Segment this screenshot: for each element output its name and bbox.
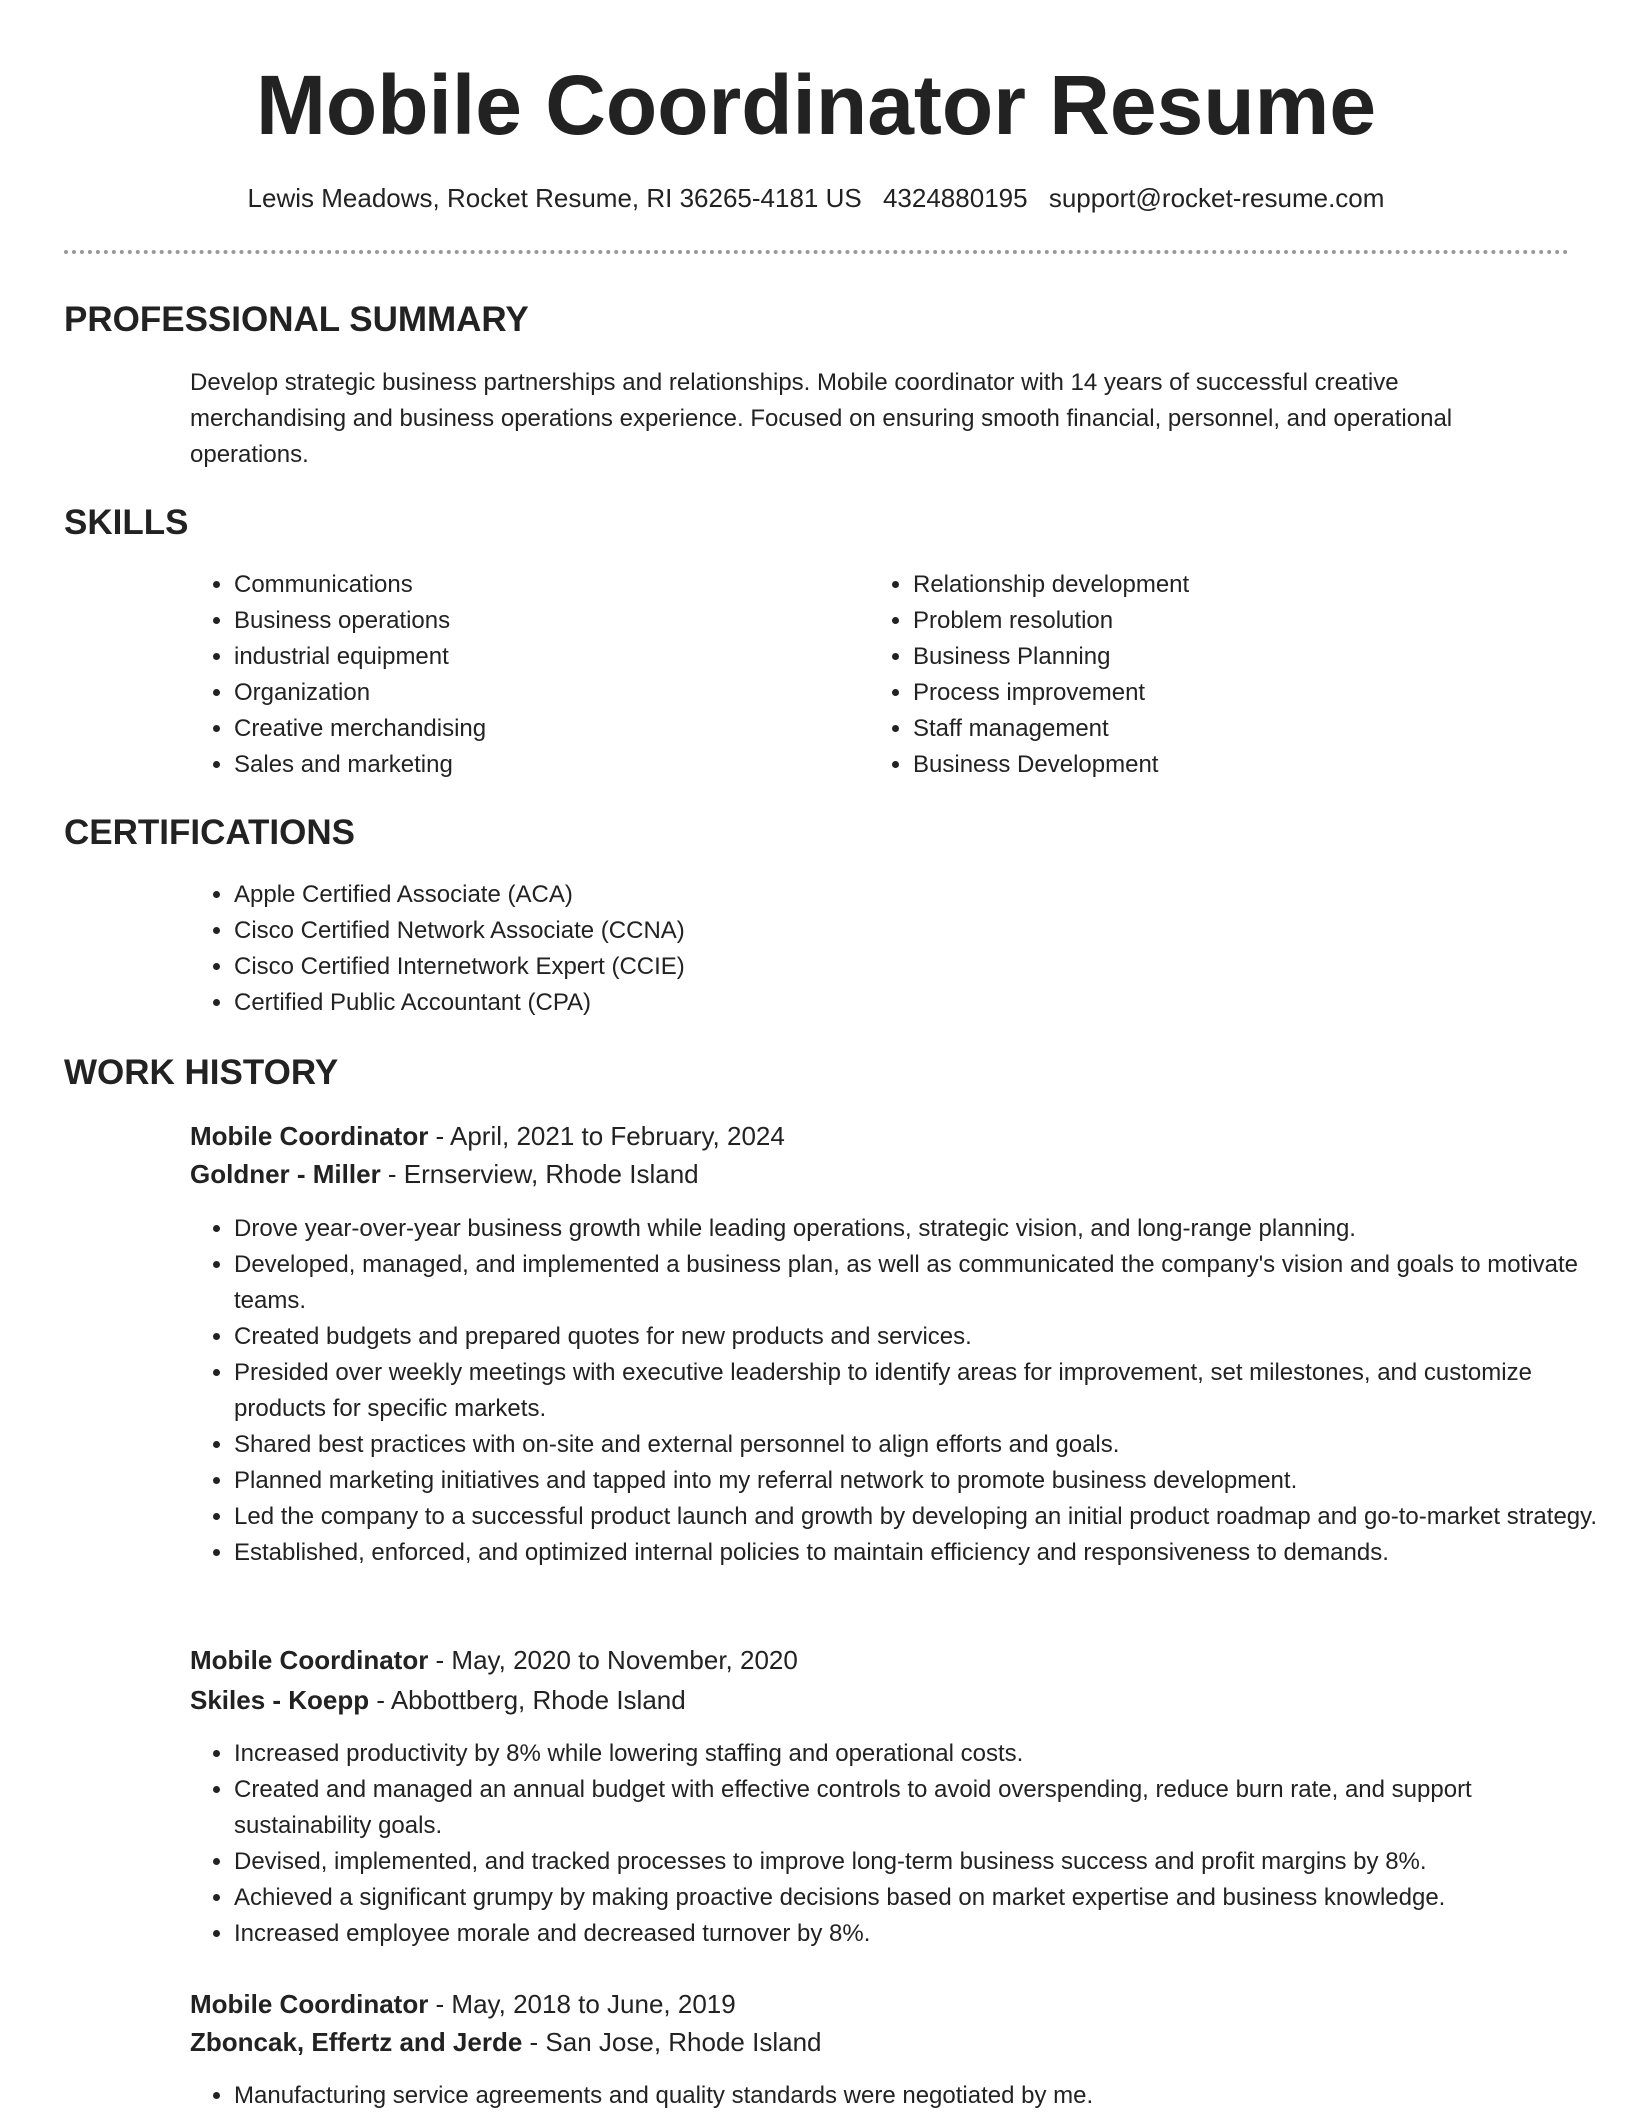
job-bullets (190, 1211, 1599, 1571)
certification-item: • Certified Public Accountant (CPA) (234, 985, 1134, 1021)
job-bullets (190, 1736, 1599, 1952)
job-company-line (190, 1681, 686, 1719)
skill-item: • Organization (234, 675, 834, 711)
job-title-line (190, 1117, 785, 1155)
job-bullet: • Manufacturing service agreements and quality standards were negotiated by me. (234, 2078, 1599, 2114)
job-location: - Ernserview, Rhode Island (380, 1159, 699, 1189)
skill-item: • industrial equipment (234, 639, 834, 675)
job-location: - Abbottberg, Rhode Island (369, 1685, 686, 1715)
skill-item: • Business operations (234, 603, 834, 639)
job-bullet: • Achieved a significant grumpy by making proactive decisions based on market expertise and business knowledge. (234, 1880, 1599, 1916)
job-dates: - April, 2021 to February, 2024 (428, 1121, 785, 1151)
contact-address: Lewis Meadows, Rocket Resume, RI 36265-4181 US (247, 183, 862, 213)
job-bullet: • Created and managed an annual budget with effective controls to avoid overspending, reduce burn rate, and support sustainability goals. (234, 1772, 1599, 1844)
skill-item: • Sales and marketing (234, 747, 834, 783)
header-divider (64, 250, 1569, 254)
job-title: Mobile Coordinator (190, 1989, 429, 2019)
contact-line (0, 180, 1632, 216)
skill-item: • Business Development (913, 747, 1513, 783)
skills-list-left (190, 567, 834, 783)
job-bullet: • Drove year-over-year business growth while leading operations, strategic vision, and long-range planning. (234, 1211, 1599, 1247)
job-title: Mobile Coordinator (190, 1121, 429, 1151)
skill-item: • Business Planning (913, 639, 1513, 675)
job-title-line (190, 1641, 798, 1679)
job-bullet: • Presided over weekly meetings with executive leadership to identify areas for improvement, set milestones, and customize products for specific markets. (234, 1355, 1599, 1427)
job-location: - San Jose, Rhode Island (522, 2027, 822, 2057)
skill-item: • Problem resolution (913, 603, 1513, 639)
certification-item: • Cisco Certified Internetwork Expert (CCIE) (234, 949, 1134, 985)
job-dates: - May, 2018 to June, 2019 (428, 1989, 736, 2019)
job-company: Skiles - Koepp (190, 1685, 370, 1715)
job-bullet: • Planned marketing initiatives and tapped into my referral network to promote business development. (234, 1463, 1599, 1499)
job-bullets (190, 2078, 1599, 2114)
job-bullet: • Increased employee morale and decreased turnover by 8%. (234, 1916, 1599, 1952)
job-company: Zboncak, Effertz and Jerde (190, 2027, 523, 2057)
job-bullet: • Increased productivity by 8% while lowering staffing and operational costs. (234, 1736, 1599, 1772)
certification-item: • Apple Certified Associate (ACA) (234, 877, 1134, 913)
skill-item: • Relationship development (913, 567, 1513, 603)
contact-phone: 4324880195 (882, 183, 1028, 213)
job-dates: - May, 2020 to November, 2020 (428, 1645, 798, 1675)
job-bullet: • Led the company to a successful product launch and growth by developing an initial product roadmap and go-to-market strategy. (234, 1499, 1599, 1535)
job-title-line (190, 1985, 736, 2023)
job-company: Goldner - Miller (190, 1159, 381, 1189)
job-company-line (190, 1155, 699, 1193)
skills-heading: SKILLS (64, 503, 189, 542)
summary-heading: PROFESSIONAL SUMMARY (64, 300, 529, 339)
job-title: Mobile Coordinator (190, 1645, 429, 1675)
certification-item: • Cisco Certified Network Associate (CCNA) (234, 913, 1134, 949)
job-bullet: • Shared best practices with on-site and external personnel to align efforts and goals. (234, 1427, 1599, 1463)
job-company-line (190, 2023, 822, 2061)
job-bullet: • Created budgets and prepared quotes for new products and services. (234, 1319, 1599, 1355)
skill-item: • Process improvement (913, 675, 1513, 711)
job-bullet: • Established, enforced, and optimized internal policies to maintain efficiency and responsiveness to demands. (234, 1535, 1599, 1571)
skill-item: • Communications (234, 567, 834, 603)
certifications-heading: CERTIFICATIONS (64, 813, 356, 852)
job-bullet: • Devised, implemented, and tracked processes to improve long-term business success and profit margins by 8%. (234, 1844, 1599, 1880)
skill-item: • Staff management (913, 711, 1513, 747)
skill-item: • Creative merchandising (234, 711, 834, 747)
work-history-heading: WORK HISTORY (64, 1053, 339, 1092)
summary-text: Develop strategic business partnerships and relationships. Mobile coordinator with 14 years of successful creative merchandising and business operations experience. Focused on ensuring smooth financial, personnel, and operational operations. (190, 369, 1453, 468)
job-bullet: • Developed, managed, and implemented a business plan, as well as communicated the company's vision and goals to motivate teams. (234, 1247, 1599, 1319)
certifications-list (190, 877, 1134, 1021)
page-title: Mobile Coordinator Resume (255, 58, 1377, 152)
skills-list-right (869, 567, 1513, 783)
contact-email: support@rocket-resume.com (1048, 183, 1385, 213)
